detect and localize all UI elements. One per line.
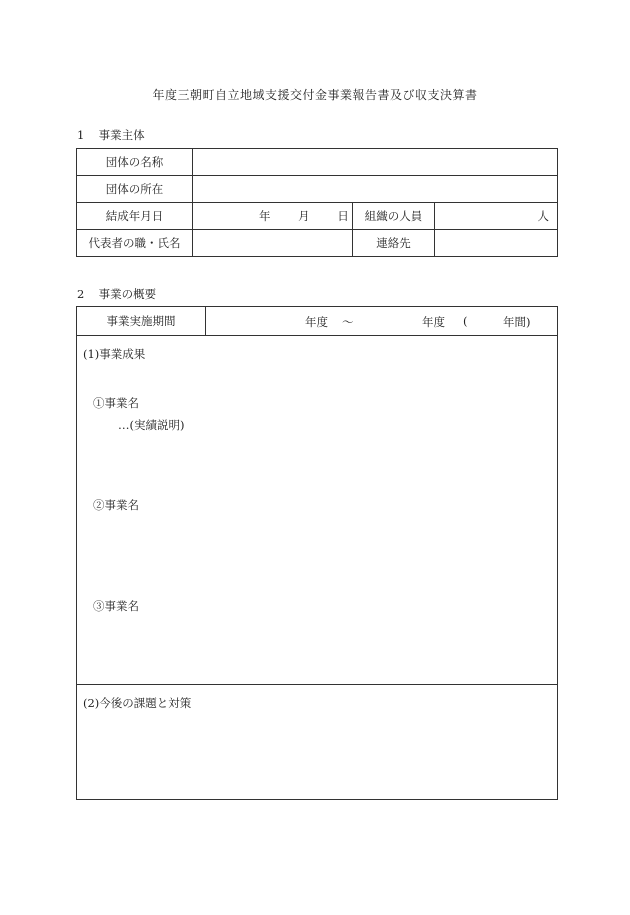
document-title: 年度三朝町自立地域支援交付金事業報告書及び収支決算書 [152,88,478,102]
contact-label: 連絡先 [353,230,435,257]
date-month-label: 月 [298,209,310,223]
period-tilde: 〜 [342,315,354,329]
section-1-title: 事業主体 [98,128,145,142]
date-year-label: 年 [259,209,271,223]
founded-date-field[interactable] [193,203,353,230]
period-paren-open: ( [463,314,468,328]
section-1-heading [77,127,145,143]
section-1-number: 1 [77,128,85,142]
period-table [76,306,558,336]
contact-field[interactable] [435,230,558,257]
organization-table [76,148,558,257]
section-2-number: 2 [77,287,85,301]
period-label: 事業実施期間 [77,307,206,336]
outcomes-box[interactable] [76,336,558,685]
org-address-label: 団体の所在 [77,176,193,203]
org-address-field[interactable] [193,176,558,203]
members-unit: 人 [537,209,550,223]
outcome-item-3: ③事業名 [93,599,139,613]
representative-field[interactable] [193,230,353,257]
issues-box[interactable] [76,684,558,800]
date-day-label: 日 [337,209,349,223]
section-2-title: 事業の概要 [98,287,157,301]
outcome-item-2: ②事業名 [93,498,139,512]
period-field[interactable] [206,307,558,336]
founded-label: 結成年月日 [77,203,193,230]
members-field[interactable] [435,203,558,230]
issues-heading: (2)今後の課題と対策 [83,696,192,710]
period-years: 年間) [503,315,531,329]
outcome-item-1: ①事業名 [93,396,139,410]
org-name-label: 団体の名称 [77,149,193,176]
section-2-heading [77,286,156,302]
org-name-field[interactable] [193,149,558,176]
members-label: 組織の人員 [353,203,435,230]
period-end-year: 年度 [422,315,445,329]
representative-label: 代表者の職・氏名 [77,230,193,257]
outcomes-heading: (1)事業成果 [83,347,146,361]
outcome-item-1-description: …(実績説明) [118,418,185,432]
period-start-year: 年度 [305,315,328,329]
